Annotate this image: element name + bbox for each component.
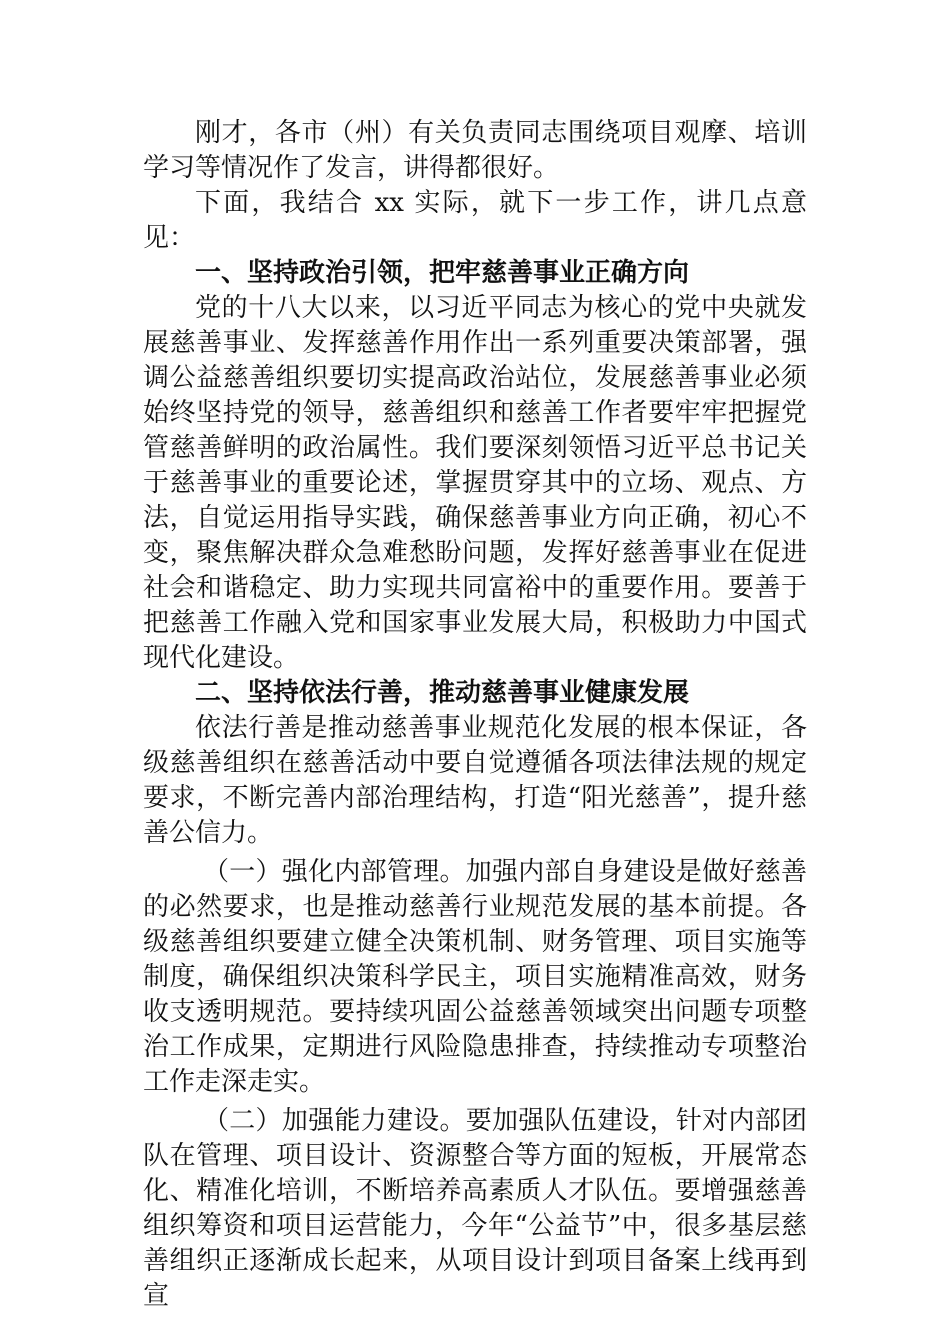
section-heading-2: 二、坚持依法行善，推动慈善事业健康发展: [195, 678, 690, 708]
paragraph-intro: 下面，我结合 xx 实际，就下一步工作，讲几点意见：: [143, 188, 807, 253]
paragraph-lawful-charity: 依法行善是推动慈善事业规范化发展的根本保证，各级慈善组织在慈善活动中要自觉遵循各项法律法规的规定要求，不断完善内部治理结构，打造“阳光慈善”，提升慈善公信力。: [143, 713, 807, 848]
paragraph-capacity-building: （二）加强能力建设。要加强队伍建设，针对内部团队在管理、项目设计、资源整合等方面的短板，开展常态化、精准化培训，不断培养高素质人才队伍。要增强慈善组织筹资和项目运营能力，今年“公益节”中，很多基层慈善组织正逐渐成长起来，从项目设计到项目备案上线再到宣: [143, 1106, 807, 1311]
paragraph-political-guidance: 党的十八大以来，以习近平同志为核心的党中央就发展慈善事业、发挥慈善作用作出一系列重要决策部署，强调公益慈善组织要切实提高政治站位，发展慈善事业必须始终坚持党的领导，慈善组织和慈善工作者要牢牢把握党管慈善鲜明的政治属性。我们要深刻领悟习近平总书记关于慈善事业的重要论述，掌握贯穿其中的立场、观点、方法，自觉运用指导实践，确保慈善事业方向正确，初心不变，聚焦解决群众急难愁盼问题，发挥好慈善事业在促进社会和谐稳定、助力实现共同富裕中的重要作用。要善于把慈善工作融入党和国家事业发展大局，积极助力中国式现代化建设。: [143, 293, 807, 673]
section-heading-1: 一、坚持政治引领，把牢慈善事业正确方向: [195, 258, 690, 288]
paragraph-internal-management: （一）强化内部管理。加强内部自身建设是做好慈善的必然要求，也是推动慈善行业规范发展的基本前提。各级慈善组织要建立健全决策机制、财务管理、项目实施等制度，确保组织决策科学民主，项目实施精准高效，财务收支透明规范。要持续巩固公益慈善领域突出问题专项整治工作成果，定期进行风险隐患排查，持续推动专项整治工作走深走实。: [143, 857, 807, 1097]
document-body: [143, 116, 807, 1314]
paragraph-opening: 刚才，各市（州）有关负责同志围绕项目观摩、培训学习等情况作了发言，讲得都很好。: [143, 118, 807, 183]
